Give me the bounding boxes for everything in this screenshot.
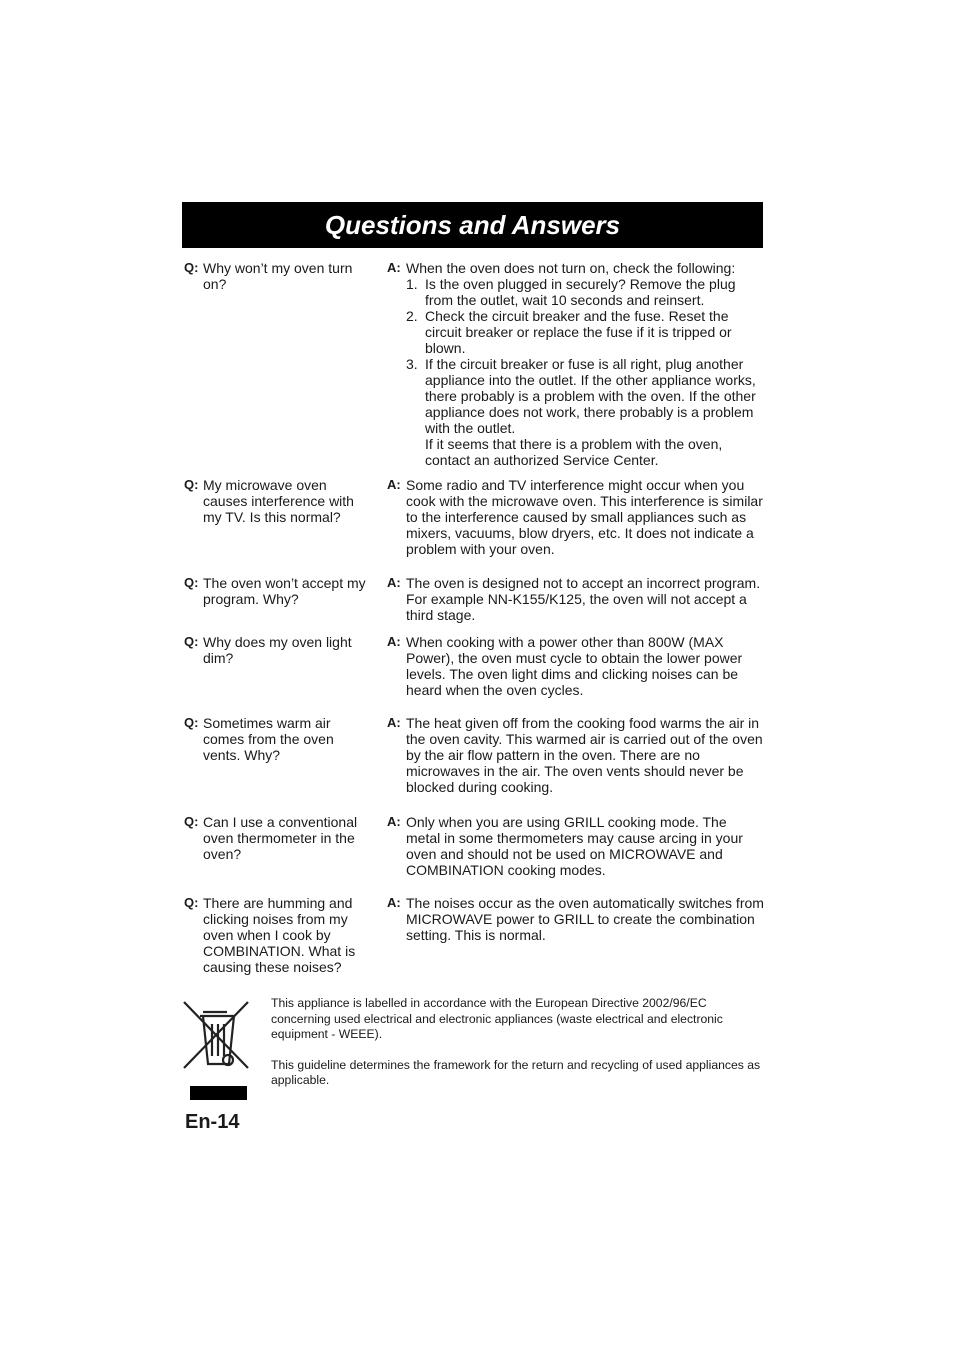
weee-directive-text: This appliance is labelled in accordance with the European Directive 2002/96/EC concerning used electrical and electronic appliances (waste electrical and electronic equipment - WEEE).: [271, 996, 723, 1041]
answer: [387, 260, 764, 468]
answer: [387, 814, 764, 878]
q-marker: Q:: [184, 477, 199, 492]
q-marker: Q:: [184, 260, 199, 275]
question-text: Can I use a conventional oven thermometer in the oven?: [203, 814, 358, 862]
question: [184, 575, 366, 607]
answer-text: Only when you are using GRILL cooking mode. The metal in some thermometers may cause arcing in your oven and should not be used on MICROWAVE and COMBINATION cooking modes.: [406, 814, 743, 878]
q-marker: Q:: [184, 715, 199, 730]
step-text: Check the circuit breaker and the fuse. Reset the circuit breaker or replace the fuse if it is tripped or blown.: [425, 308, 732, 356]
step-list: [406, 276, 764, 468]
step-text: Is the oven plugged in securely? Remove the plug from the outlet, wait 10 seconds and reinsert.: [425, 276, 736, 308]
answer-text: When cooking with a power other than 800W (MAX Power), the oven must cycle to obtain the lower power levels. The oven light dims and clicking noises can be heard when the oven cycles.: [406, 634, 743, 698]
step-number: 1.: [406, 276, 418, 292]
answer-text: The oven is designed not to accept an incorrect program. For example NN-K155/K125, the oven will not accept a third stage.: [406, 575, 761, 623]
q-marker: Q:: [184, 634, 199, 649]
q-marker: Q:: [184, 814, 199, 829]
answer-intro: When the oven does not turn on, check the following:: [406, 260, 736, 276]
q-marker: Q:: [184, 575, 199, 590]
a-marker: A:: [387, 477, 401, 492]
question-text: Why won’t my oven turn on?: [203, 260, 353, 292]
crossed-out-wheelie-bin-icon: [182, 998, 252, 1102]
answer-text: The noises occur as the oven automatically switches from MICROWAVE power to GRILL to create the combination setting. This is normal.: [406, 895, 764, 943]
answer-note: If it seems that there is a problem with the oven, contact an authorized Service Center.: [425, 436, 723, 468]
answer: [387, 634, 764, 698]
page-title: Questions and Answers: [324, 210, 621, 240]
question: [184, 477, 366, 525]
question-text: There are humming and clicking noises from my oven when I cook by COMBINATION. What is causing these noises?: [203, 895, 356, 975]
question: [184, 715, 366, 763]
answer: [387, 895, 764, 943]
question-text: The oven won’t accept my program. Why?: [203, 575, 366, 607]
question: [184, 895, 366, 975]
weee-notice: [271, 996, 765, 1104]
step-item: [406, 356, 764, 468]
question-text: My microwave oven causes interference with my TV. Is this normal?: [203, 477, 354, 525]
question-text: Why does my oven light dim?: [203, 634, 352, 666]
weee-guideline-text: This guideline determines the framework for the return and recycling of used appliances as applicable.: [271, 1057, 761, 1087]
page-number: En-14: [185, 1111, 240, 1133]
question: [184, 260, 366, 292]
answer: [387, 575, 764, 623]
answer-text: Some radio and TV interference might occur when you cook with the microwave oven. This interference is similar to the interference caused by small appliances such as mixers, vacuums, blow dryers, etc. It does not indicate a problem with your oven.: [406, 477, 763, 557]
question: [184, 634, 366, 666]
title-banner: [182, 202, 763, 248]
q-marker: Q:: [184, 895, 199, 910]
a-marker: A:: [387, 260, 401, 275]
answer-text: The heat given off from the cooking food warms the air in the oven cavity. This warmed air is carried out of the oven by the air flow pattern in the oven. There are no microwaves in the air. The oven vents should never be blocked during cooking.: [406, 715, 763, 795]
a-marker: A:: [387, 895, 401, 910]
step-number: 3.: [406, 356, 418, 372]
a-marker: A:: [387, 715, 401, 730]
question-text: Sometimes warm air comes from the oven vents. Why?: [203, 715, 334, 763]
step-item: [406, 276, 764, 308]
answer: [387, 477, 764, 557]
answer: [387, 715, 764, 795]
a-marker: A:: [387, 634, 401, 649]
question: [184, 814, 366, 862]
a-marker: A:: [387, 575, 401, 590]
step-text: If the circuit breaker or fuse is all right, plug another appliance into the outlet. If the other appliance works, there probably is a problem with the oven. If the other appliance does not work, there probably is a problem with the outlet.: [425, 356, 756, 436]
a-marker: A:: [387, 814, 401, 829]
step-item: [406, 308, 764, 356]
step-number: 2.: [406, 308, 418, 324]
